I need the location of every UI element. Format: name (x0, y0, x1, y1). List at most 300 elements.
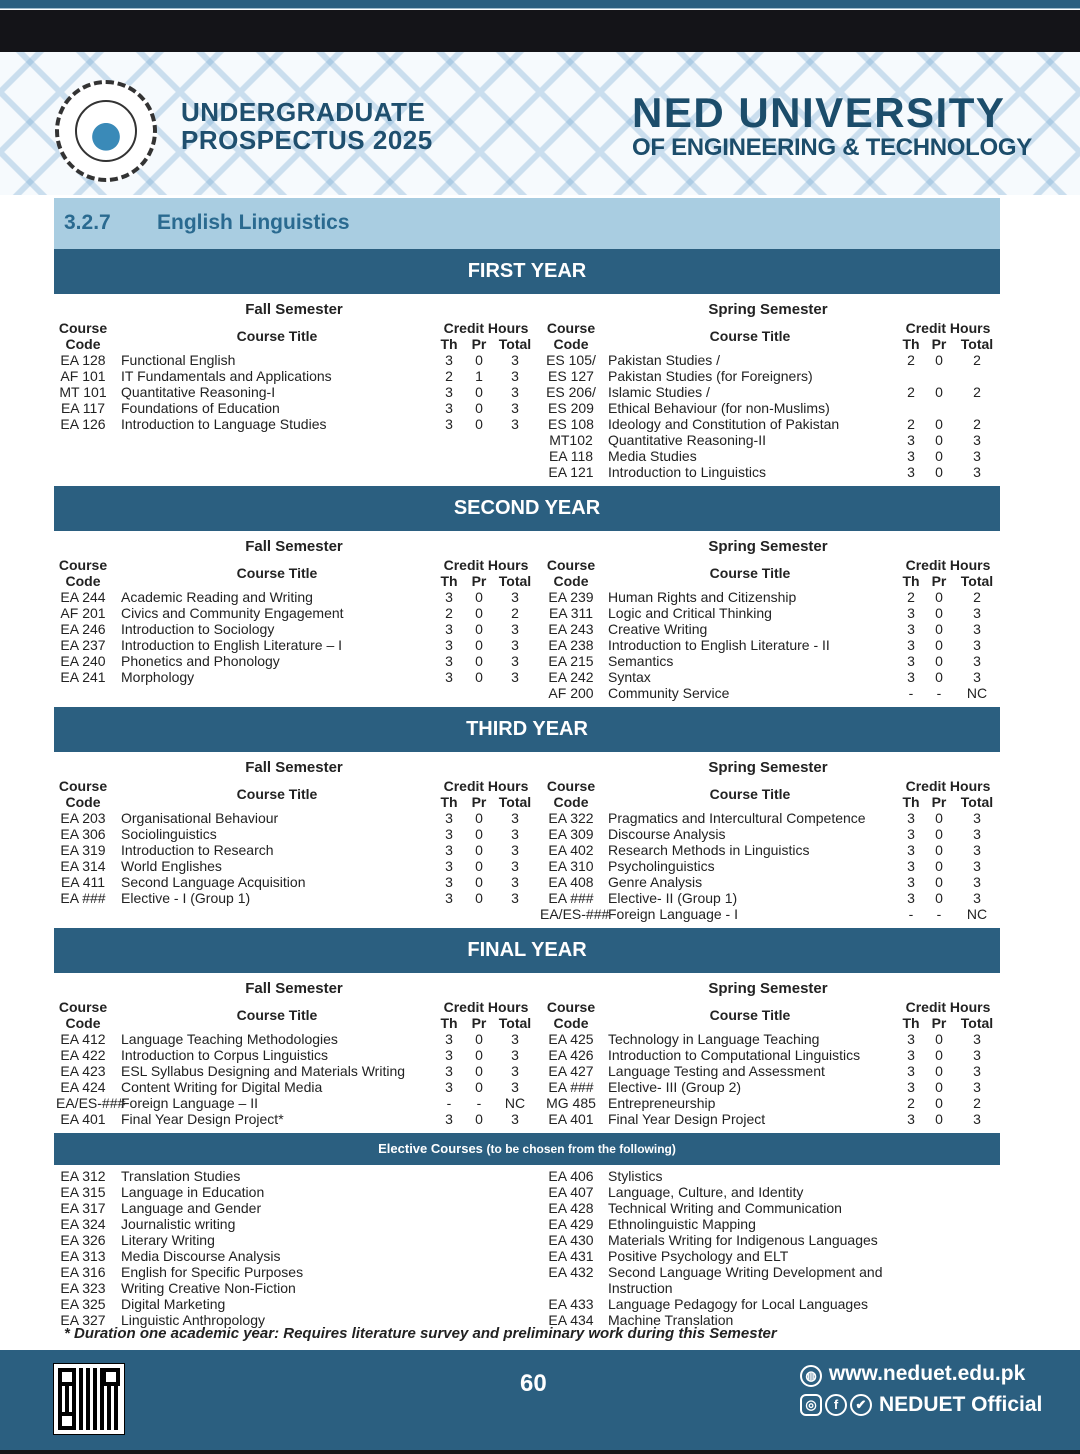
theory-hours: 3 (445, 874, 453, 890)
theory-hours: 2 (907, 416, 915, 432)
university-name: NED UNIVERSITY (632, 89, 1006, 136)
theory-hours: 2 (445, 605, 453, 621)
practical-hours: 0 (475, 858, 483, 874)
top-strip (0, 0, 1080, 9)
pr-header: Pr (931, 573, 947, 589)
credit-hours-header: Credit Hours (905, 999, 991, 1015)
section-title-bar (54, 198, 1000, 249)
practical-hours: 0 (935, 605, 943, 621)
course-code: MT 101 (59, 384, 107, 400)
total-hours: 3 (511, 858, 519, 874)
theory-hours: 3 (445, 842, 453, 858)
practical-hours: 0 (475, 1047, 483, 1063)
semester-headers (54, 752, 1000, 810)
course-code: ES 108 (548, 416, 594, 432)
practical-hours: 0 (935, 637, 943, 653)
elective-row (54, 1168, 1000, 1184)
course-code: EA 433 (548, 1296, 594, 1312)
course-title: Media Studies (608, 448, 697, 464)
theory-hours: 3 (907, 842, 915, 858)
course-title: Introduction to English Literature – I (121, 637, 343, 653)
fall-semester-label: Fall Semester (245, 980, 343, 997)
course-title-header: Course Title (236, 565, 318, 581)
course-title: Language in Education (121, 1184, 265, 1200)
credit-hours-header: Credit Hours (905, 778, 991, 794)
total-hours: 2 (973, 384, 981, 400)
spacer (54, 1127, 1000, 1133)
practical-hours: 0 (475, 874, 483, 890)
course-title: Journalistic writing (121, 1216, 236, 1232)
course-title: Stylistics (608, 1168, 663, 1184)
theory-hours: 3 (907, 448, 915, 464)
course-row (54, 890, 1000, 906)
course-title: Logic and Critical Thinking (608, 605, 772, 621)
course-code: EA 322 (548, 810, 594, 826)
course-code: EA 315 (60, 1184, 106, 1200)
theory-hours: 3 (445, 416, 453, 432)
course-title: Discourse Analysis (608, 826, 726, 842)
social-handle[interactable] (800, 1393, 1042, 1417)
th-header: Th (902, 573, 920, 589)
course-title: Introduction to Corpus Linguistics (121, 1047, 328, 1063)
practical-hours: 0 (475, 352, 483, 368)
course-code: EA 431 (548, 1248, 594, 1264)
course-code: EA 429 (548, 1216, 594, 1232)
course-code: EA 117 (60, 400, 106, 416)
course-title: Ethical Behaviour (for non-Muslims) (608, 400, 830, 416)
spring-semester-label: Spring Semester (708, 538, 828, 555)
code-header: Code (553, 1015, 589, 1031)
course-code: EA 311 (548, 605, 594, 621)
fall-semester-label: Fall Semester (245, 759, 343, 776)
pr-header: Pr (931, 1015, 947, 1031)
course-code: EA/ES-### (56, 1095, 126, 1111)
course-title-header: Course Title (236, 1007, 318, 1023)
practical-hours: 0 (935, 890, 943, 906)
course-title: Language, Culture, and Identity (608, 1184, 804, 1200)
course-code: EA 430 (548, 1232, 594, 1248)
practical-hours: 0 (935, 858, 943, 874)
course-title-header: Course Title (709, 786, 791, 802)
course-title: Positive Psychology and ELT (608, 1248, 789, 1264)
pr-header: Pr (931, 794, 947, 810)
elective-row (54, 1200, 1000, 1216)
credit-hours-header: Credit Hours (443, 999, 529, 1015)
theory-hours: 3 (907, 464, 915, 480)
course-row (54, 621, 1000, 637)
course-table (54, 1031, 1000, 1127)
code-header: Code (65, 1015, 101, 1031)
total-hours: 3 (511, 400, 519, 416)
course-code: ES 209 (548, 400, 594, 416)
theory-hours: 3 (907, 874, 915, 890)
course-code: EA 326 (60, 1232, 106, 1248)
practical-hours: 0 (935, 416, 943, 432)
pr-header: Pr (931, 336, 947, 352)
electives-subtitle: (to be chosen from the following) (486, 1142, 676, 1156)
course-title: Introduction to Computational Linguistics (608, 1047, 861, 1063)
credit-hours-header: Credit Hours (443, 320, 529, 336)
total-hours: 3 (511, 874, 519, 890)
facebook-icon: f (825, 1394, 847, 1416)
course-code: EA 243 (548, 621, 594, 637)
course-title: Foreign Language – II (121, 1095, 258, 1111)
course-title: Pakistan Studies / (608, 352, 721, 368)
course-header: Course (546, 999, 596, 1015)
theory-hours: 2 (907, 589, 915, 605)
course-code: EA ### (548, 1079, 594, 1095)
total-hours: 2 (973, 416, 981, 432)
course-title: Introduction to Research (121, 842, 274, 858)
course-code: EA 402 (548, 842, 594, 858)
total-hours: 3 (973, 448, 981, 464)
course-row (54, 637, 1000, 653)
elective-row (54, 1184, 1000, 1200)
course-code: EA ### (60, 890, 106, 906)
spring-semester-label: Spring Semester (708, 301, 828, 318)
theory-hours: 3 (445, 1063, 453, 1079)
course-code: EA 428 (548, 1200, 594, 1216)
course-code: EA 411 (60, 874, 106, 890)
pr-header: Pr (471, 1015, 487, 1031)
th-header: Th (902, 794, 920, 810)
practical-hours: 0 (475, 1079, 483, 1095)
course-code: EA 246 (60, 621, 106, 637)
year-title-bar: SECOND YEAR (54, 486, 1000, 531)
th-header: Th (440, 794, 458, 810)
theory-hours: 3 (445, 810, 453, 826)
course-code: EA 239 (548, 589, 594, 605)
practical-hours: 0 (475, 890, 483, 906)
total-hours: 3 (973, 1111, 981, 1127)
course-row (54, 685, 1000, 701)
globe-icon: ◍ (800, 1365, 822, 1387)
theory-hours: 3 (907, 858, 915, 874)
total-hours: 3 (511, 890, 519, 906)
total-hours: 2 (973, 352, 981, 368)
course-title: Foundations of Education (121, 400, 280, 416)
total-hours: 3 (511, 1079, 519, 1095)
practical-hours: 0 (475, 842, 483, 858)
course-title-header: Course Title (236, 328, 318, 344)
theory-hours: 3 (445, 653, 453, 669)
course-title: Writing Creative Non-Fiction (121, 1280, 296, 1296)
course-row (54, 368, 1000, 384)
course-code: EA 327 (60, 1312, 106, 1328)
prospectus-line2: PROSPECTUS 2025 (181, 125, 433, 155)
practical-hours: 0 (935, 842, 943, 858)
total-hours: 2 (973, 1095, 981, 1111)
theory-hours: 3 (445, 400, 453, 416)
practical-hours: 0 (475, 416, 483, 432)
theory-hours: 2 (907, 1095, 915, 1111)
theory-hours: 2 (907, 352, 915, 368)
university-subtitle: OF ENGINEERING & TECHNOLOGY (632, 134, 1032, 161)
course-title-header: Course Title (236, 786, 318, 802)
curriculum (54, 249, 1000, 1327)
course-code: EA 422 (60, 1047, 106, 1063)
section-title: English Linguistics (157, 211, 350, 234)
practical-hours: 0 (475, 637, 483, 653)
course-title: Second Language Writing Development and (608, 1264, 883, 1280)
course-title: Language Pedagogy for Local Languages (608, 1296, 868, 1312)
theory-hours: 3 (445, 352, 453, 368)
course-code: EA 306 (60, 826, 106, 842)
theory-hours: 3 (907, 637, 915, 653)
course-code: EA 312 (60, 1168, 106, 1184)
total-hours: 3 (511, 384, 519, 400)
course-code: EA 325 (60, 1296, 106, 1312)
total-hours: 3 (973, 1031, 981, 1047)
total-hours: 3 (511, 416, 519, 432)
credit-hours-header: Credit Hours (443, 557, 529, 573)
elective-row (54, 1264, 1000, 1280)
course-title: Civics and Community Engagement (121, 605, 344, 621)
course-title: Linguistic Anthropology (121, 1312, 265, 1328)
practical-hours: 0 (935, 874, 943, 890)
practical-hours: 0 (935, 1063, 943, 1079)
elective-row (54, 1232, 1000, 1248)
semester-headers (54, 531, 1000, 589)
course-row (54, 669, 1000, 685)
course-title: Technical Writing and Communication (608, 1200, 842, 1216)
electives-title-bar (54, 1133, 1000, 1165)
theory-hours: - (908, 906, 914, 922)
elective-row (54, 1216, 1000, 1232)
course-row (54, 906, 1000, 922)
course-title: Literary Writing (121, 1232, 215, 1248)
total-hours: 3 (973, 432, 981, 448)
course-title-header: Course Title (709, 565, 791, 581)
course-row (54, 810, 1000, 826)
theory-hours: 3 (445, 858, 453, 874)
practical-hours: 0 (935, 621, 943, 637)
website-link[interactable] (800, 1362, 1025, 1387)
total-hours: 2 (511, 605, 519, 621)
th-header: Th (902, 1015, 920, 1031)
course-title: Elective- II (Group 1) (608, 890, 738, 906)
course-title: Materials Writing for Indigenous Languages (608, 1232, 878, 1248)
course-code: EA 203 (60, 810, 106, 826)
total-hours: 3 (511, 826, 519, 842)
course-title: Instruction (608, 1280, 673, 1296)
course-row (54, 1095, 1000, 1111)
course-title: Morphology (121, 669, 195, 685)
course-row (54, 432, 1000, 448)
year-section (54, 486, 1000, 707)
course-title: Translation Studies (121, 1168, 241, 1184)
code-header: Code (553, 336, 589, 352)
theory-hours: 3 (445, 621, 453, 637)
course-title: Islamic Studies / (608, 384, 710, 400)
year-section (54, 707, 1000, 928)
course-title: Introduction to Sociology (121, 621, 275, 637)
practical-hours: 0 (935, 1047, 943, 1063)
course-code: EA 426 (548, 1047, 594, 1063)
theory-hours: 2 (907, 384, 915, 400)
course-code: EA 126 (60, 416, 106, 432)
course-header: Course (546, 778, 596, 794)
social-text: NEDUET Official (879, 1393, 1043, 1416)
total-hours: 3 (511, 368, 519, 384)
course-code: EA 242 (548, 669, 594, 685)
course-row (54, 858, 1000, 874)
course-code: ES 206/ (546, 384, 596, 400)
course-title: Ideology and Constitution of Pakistan (608, 416, 840, 432)
fall-semester-label: Fall Semester (245, 538, 343, 555)
course-title: Language Testing and Assessment (608, 1063, 825, 1079)
theory-hours: 3 (907, 890, 915, 906)
theory-hours: 3 (907, 1031, 915, 1047)
practical-hours: - (476, 1095, 482, 1111)
course-code: EA 412 (60, 1031, 106, 1047)
course-code: EA 238 (548, 637, 594, 653)
course-title: Language Teaching Methodologies (121, 1031, 338, 1047)
credit-hours-header: Credit Hours (905, 320, 991, 336)
course-header: Course (58, 320, 108, 336)
course-row (54, 352, 1000, 368)
total-hours: 3 (973, 464, 981, 480)
code-header: Code (65, 794, 101, 810)
course-title: Creative Writing (608, 621, 708, 637)
course-title: Pakistan Studies (for Foreigners) (608, 368, 813, 384)
total-hours: 3 (973, 605, 981, 621)
practical-hours: - (936, 685, 942, 701)
theory-hours: - (446, 1095, 452, 1111)
course-code: EA 406 (548, 1168, 594, 1184)
course-title: Elective- III (Group 2) (608, 1079, 742, 1095)
course-code: EA 408 (548, 874, 594, 890)
total-hours: 3 (973, 669, 981, 685)
course-title: Language and Gender (121, 1200, 262, 1216)
course-title: Entrepreneurship (608, 1095, 716, 1111)
total-hours: NC (966, 685, 988, 701)
practical-hours: 0 (475, 605, 483, 621)
electives-list (54, 1165, 1000, 1327)
course-code: EA 240 (60, 653, 106, 669)
practical-hours: 0 (935, 1111, 943, 1127)
practical-hours: 0 (935, 384, 943, 400)
practical-hours: 0 (475, 1111, 483, 1127)
total-hours: NC (504, 1095, 526, 1111)
year-title-bar: FIRST YEAR (54, 249, 1000, 294)
course-row (54, 384, 1000, 400)
theory-hours: 3 (907, 1063, 915, 1079)
course-title: Final Year Design Project (608, 1111, 766, 1127)
course-code: EA 401 (60, 1111, 106, 1127)
course-table (54, 352, 1000, 480)
practical-hours: 0 (475, 1031, 483, 1047)
year-title-bar: FINAL YEAR (54, 928, 1000, 973)
theory-hours: 3 (445, 826, 453, 842)
theory-hours: 3 (907, 621, 915, 637)
course-header: Course (58, 999, 108, 1015)
theory-hours: 3 (907, 1111, 915, 1127)
total-hours: 3 (511, 1111, 519, 1127)
practical-hours: 0 (475, 810, 483, 826)
course-row (54, 1063, 1000, 1079)
course-title: Technology in Language Teaching (608, 1031, 820, 1047)
theory-hours: 3 (907, 1079, 915, 1095)
practical-hours: 0 (935, 1079, 943, 1095)
semester-headers (54, 973, 1000, 1031)
course-title: ESL Syllabus Designing and Materials Writing (121, 1063, 406, 1079)
elective-row (54, 1296, 1000, 1312)
course-row (54, 1079, 1000, 1095)
course-title: Genre Analysis (608, 874, 703, 890)
theory-hours: 2 (445, 368, 453, 384)
code-header: Code (553, 573, 589, 589)
course-code: EA 241 (60, 669, 106, 685)
year-title-bar: THIRD YEAR (54, 707, 1000, 752)
course-title: Second Language Acquisition (121, 874, 306, 890)
total-hours: 2 (973, 589, 981, 605)
course-title: Organisational Behaviour (121, 810, 279, 826)
theory-hours: 3 (907, 432, 915, 448)
total-hours: 3 (973, 1079, 981, 1095)
header-banner (0, 52, 1080, 195)
spring-semester-label: Spring Semester (708, 759, 828, 776)
course-row (54, 842, 1000, 858)
course-title: Academic Reading and Writing (121, 589, 313, 605)
course-title: Ethnolinguistic Mapping (608, 1216, 756, 1232)
theory-hours: 3 (445, 637, 453, 653)
course-code: EA 237 (60, 637, 106, 653)
course-code: EA 401 (548, 1111, 594, 1127)
practical-hours: 0 (475, 384, 483, 400)
course-header: Course (546, 557, 596, 573)
course-code: EA ### (548, 890, 594, 906)
total-hours: 3 (511, 1031, 519, 1047)
course-code: AF 200 (548, 685, 594, 701)
instagram-icon: ◎ (800, 1394, 822, 1416)
course-code: EA 215 (548, 653, 594, 669)
theory-hours: 3 (445, 890, 453, 906)
theory-hours: 3 (445, 1031, 453, 1047)
th-header: Th (440, 1015, 458, 1031)
section-number: 3.2.7 (64, 211, 111, 234)
course-code: AF 101 (60, 368, 106, 384)
qr-code[interactable] (54, 1364, 124, 1434)
course-code: ES 105/ (546, 352, 596, 368)
practical-hours: 0 (935, 448, 943, 464)
pr-header: Pr (471, 336, 487, 352)
course-code: EA 427 (548, 1063, 594, 1079)
theory-hours: 3 (907, 605, 915, 621)
total-hours: 3 (973, 858, 981, 874)
course-row (54, 464, 1000, 480)
course-code: MG 485 (546, 1095, 596, 1111)
website-text: www.neduet.edu.pk (828, 1362, 1026, 1385)
course-code: MT102 (549, 432, 593, 448)
course-title-header: Course Title (709, 1007, 791, 1023)
total-hours: 3 (973, 810, 981, 826)
course-code: EA 424 (60, 1079, 106, 1095)
electives-title: Elective Courses (378, 1141, 483, 1156)
practical-hours: 0 (935, 589, 943, 605)
footer (0, 1350, 1080, 1450)
course-code: EA 313 (60, 1248, 106, 1264)
course-title: Introduction to English Literature - II (608, 637, 830, 653)
course-title: Pragmatics and Intercultural Competence (608, 810, 866, 826)
total-hours: 3 (511, 637, 519, 653)
total-hours: 3 (511, 1063, 519, 1079)
course-row (54, 605, 1000, 621)
total-header: Total (498, 794, 532, 810)
course-title: Functional English (121, 352, 236, 368)
course-title: Introduction to Language Studies (121, 416, 327, 432)
total-hours: 3 (973, 637, 981, 653)
